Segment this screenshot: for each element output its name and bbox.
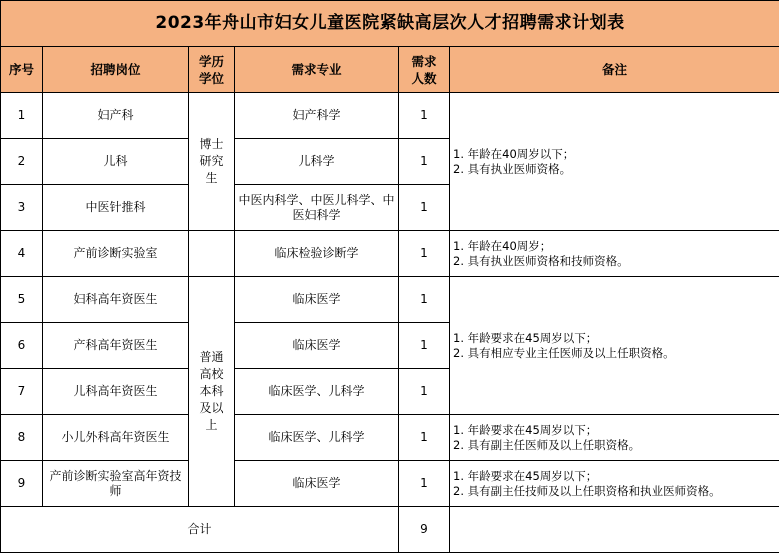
row-index: 6 [1, 323, 43, 369]
row-count: 1 [399, 461, 450, 507]
remark-line: 1. 年龄要求在45周岁以下； [453, 422, 598, 437]
row-count: 1 [399, 415, 450, 461]
row-count: 1 [399, 185, 450, 231]
degree-bachelor: 普通高校本科及以上 [189, 277, 235, 507]
header-degree: 学历学位 [189, 47, 235, 93]
row-major: 临床医学 [235, 277, 399, 323]
row-major: 临床检验诊断学 [235, 231, 399, 277]
row-major: 中医内科学、中医儿科学、中医妇科学 [235, 185, 399, 231]
row-major: 妇产科学 [235, 93, 399, 139]
row-position: 妇科高年资医生 [43, 277, 189, 323]
remark-line: 2. 具有副主任医师及以上任职资格。 [453, 437, 641, 452]
row-major: 临床医学、儿科学 [235, 415, 399, 461]
remark-group-5 [450, 277, 779, 415]
remark-line: 1. 年龄要求在45周岁以下； [453, 330, 598, 345]
remark-line: 2. 具有执业医师资格和技师资格。 [453, 253, 629, 268]
table-row [1, 93, 779, 139]
header-index: 序号 [1, 47, 43, 93]
total-count: 9 [399, 507, 450, 553]
table-row [1, 231, 779, 277]
degree-phd: 博士研究生 [189, 93, 235, 231]
header-count: 需求人数 [399, 47, 450, 93]
remark-group-8 [450, 415, 779, 461]
row-position: 产前诊断实验室高年资技师 [43, 461, 189, 507]
total-remark [450, 507, 779, 553]
row-position: 儿科高年资医生 [43, 369, 189, 415]
row-major: 临床医学、儿科学 [235, 369, 399, 415]
row-count: 1 [399, 93, 450, 139]
row-count: 1 [399, 139, 450, 185]
row-index: 8 [1, 415, 43, 461]
table-row [1, 461, 779, 507]
row-position: 小儿外科高年资医生 [43, 415, 189, 461]
row-index: 1 [1, 93, 43, 139]
header-remark: 备注 [450, 47, 779, 93]
row-position: 儿科 [43, 139, 189, 185]
row-major: 临床医学 [235, 461, 399, 507]
row-index: 3 [1, 185, 43, 231]
row-major: 儿科学 [235, 139, 399, 185]
row-index: 2 [1, 139, 43, 185]
row-count: 1 [399, 231, 450, 277]
remark-line: 1. 年龄在40周岁； [453, 238, 552, 253]
remark-group-9 [450, 461, 779, 507]
header-position: 招聘岗位 [43, 47, 189, 93]
row-index: 9 [1, 461, 43, 507]
remark-group-4 [450, 231, 779, 277]
table-row [1, 415, 779, 461]
row-position: 产前诊断实验室 [43, 231, 189, 277]
remark-group-1 [450, 93, 779, 231]
row-index: 5 [1, 277, 43, 323]
remark-line: 1. 年龄要求在45周岁以下； [453, 468, 598, 483]
remark-line: 2. 具有执业医师资格。 [453, 161, 572, 176]
row-major: 临床医学 [235, 323, 399, 369]
row-position: 产科高年资医生 [43, 323, 189, 369]
total-label: 合计 [1, 507, 399, 553]
row-position: 中医针推科 [43, 185, 189, 231]
row-count: 1 [399, 369, 450, 415]
header-major: 需求专业 [235, 47, 399, 93]
table-row [1, 277, 779, 323]
row-index: 4 [1, 231, 43, 277]
row-position: 妇产科 [43, 93, 189, 139]
remark-line: 2. 具有相应专业主任医师及以上任职资格。 [453, 345, 675, 360]
remark-line: 2. 具有副主任技师及以上任职资格和执业医师资格。 [453, 483, 721, 498]
total-row [1, 507, 779, 553]
row-count: 1 [399, 277, 450, 323]
row-count: 1 [399, 323, 450, 369]
row-index: 7 [1, 369, 43, 415]
table-title: 2023年舟山市妇女儿童医院紧缺高层次人才招聘需求计划表 [1, 1, 779, 47]
remark-line: 1. 年龄在40周岁以下； [453, 146, 575, 161]
degree-empty [189, 231, 235, 277]
